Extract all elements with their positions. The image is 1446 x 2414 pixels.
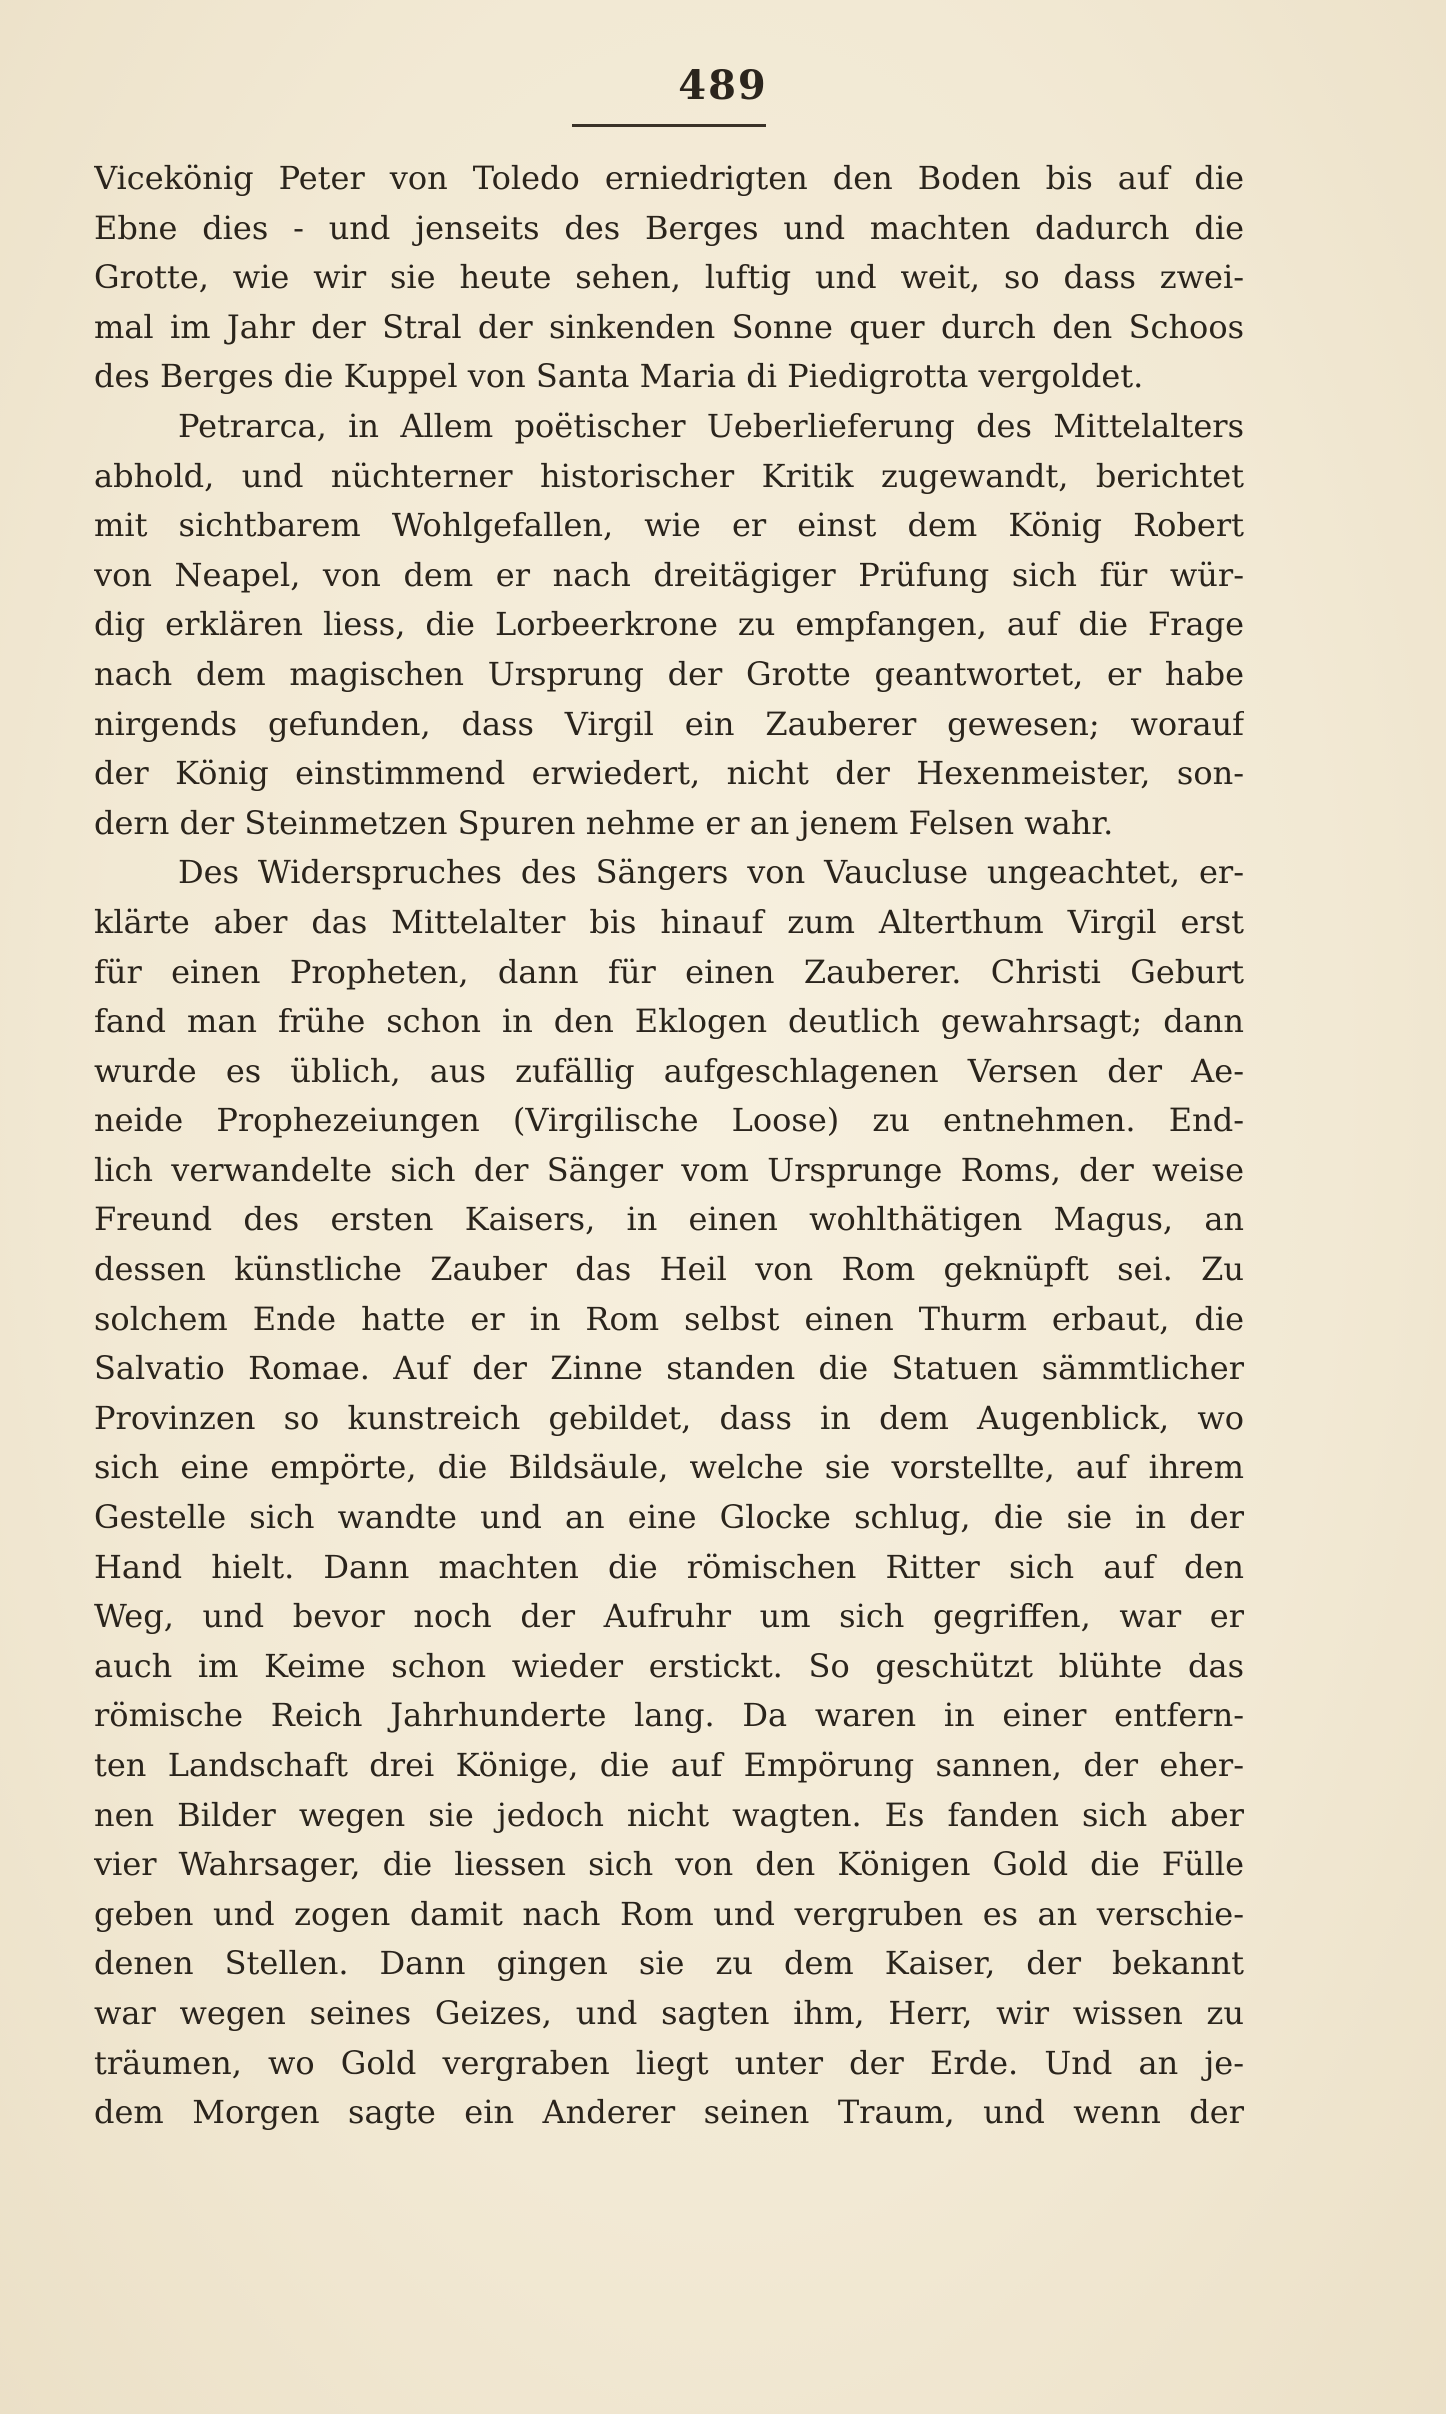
text-line: mal im Jahr der Stral der sinkenden Sonne quer durch den Schoos bbox=[94, 307, 1244, 346]
text-line: sich eine empörte, die Bildsäule, welche sie vorstellte, auf ihrem bbox=[94, 1448, 1244, 1487]
text-line: solchem Ende hatte er in Rom selbst einen Thurm erbaut, die bbox=[94, 1299, 1244, 1338]
text-line: des Berges die Kuppel von Santa Maria di Piedigrotta vergoldet. bbox=[94, 357, 1144, 396]
text-line: fand man frühe schon in den Eklogen deutlich gewahrsagt; dann bbox=[94, 1002, 1244, 1041]
text-line: wurde es üblich, aus zufällig aufgeschlagenen Versen der Ae- bbox=[94, 1051, 1244, 1090]
text-line: lich verwandelte sich der Sänger vom Ursprunge Roms, der weise bbox=[94, 1150, 1244, 1189]
text-line: auch im Keime schon wieder erstickt. So geschützt blühte das bbox=[94, 1646, 1244, 1685]
text-line: für einen Propheten, dann für einen Zauberer. Christi Geburt bbox=[94, 952, 1244, 991]
header-rule bbox=[572, 124, 766, 127]
text-line: Vicekönig Peter von Toledo erniedrigten den Boden bis auf die bbox=[94, 159, 1244, 197]
text-line: nach dem magischen Ursprung der Grotte geantwortet, er habe bbox=[94, 654, 1244, 693]
body-text bbox=[94, 154, 1244, 2138]
text-line: Weg, und bevor noch der Aufruhr um sich gegriffen, war er bbox=[94, 1597, 1244, 1636]
page-number: 489 bbox=[678, 62, 768, 109]
text-line: war wegen seines Geizes, und sagten ihm, Herr, wir wissen zu bbox=[94, 1993, 1244, 2032]
text-line: abhold, und nüchterner historischer Kritik zugewandt, berichtet bbox=[94, 456, 1244, 495]
text-line: dem Morgen sagte ein Anderer seinen Traum, und wenn der bbox=[94, 2093, 1244, 2132]
text-line: der König einstimmend erwiedert, nicht der Hexenmeister, son- bbox=[94, 754, 1244, 793]
text-line: ten Landschaft drei Könige, die auf Empörung sannen, der eher- bbox=[94, 1746, 1244, 1784]
text-line: neide Prophezeiungen (Virgilische Loose) zu entnehmen. End- bbox=[94, 1101, 1244, 1140]
text-line: Provinzen so kunstreich gebildet, dass in dem Augenblick, wo bbox=[94, 1398, 1244, 1437]
text-line: von Neapel, von dem er nach dreitägiger Prüfung sich für wür- bbox=[94, 555, 1244, 594]
text-line: Hand hielt. Dann machten die römischen Ritter sich auf den bbox=[94, 1547, 1244, 1586]
text-line: Petrarca, in Allem poëtischer Ueberlieferung des Mittelalters bbox=[178, 406, 1244, 445]
text-line: Salvatio Romae. Auf der Zinne standen die Statuen sämmtlicher bbox=[94, 1349, 1244, 1388]
text-line: Ebne dies - und jenseits des Berges und machten dadurch die bbox=[94, 208, 1244, 247]
text-line: dern der Steinmetzen Spuren nehme er an jenem Felsen wahr. bbox=[94, 803, 1114, 842]
text-line: Gestelle sich wandte und an eine Glocke schlug, die sie in der bbox=[94, 1498, 1244, 1537]
text-line: dig erklären liess, die Lorbeerkrone zu empfangen, auf die Frage bbox=[94, 605, 1244, 644]
text-line: nirgends gefunden, dass Virgil ein Zauberer gewesen; worauf bbox=[94, 704, 1244, 743]
text-line: mit sichtbarem Wohlgefallen, wie er einst dem König Robert bbox=[94, 506, 1244, 545]
text-line: dessen künstliche Zauber das Heil von Rom geknüpft sei. Zu bbox=[94, 1250, 1244, 1289]
text-line: römische Reich Jahrhunderte lang. Da waren in einer entfern- bbox=[94, 1696, 1244, 1735]
text-line: nen Bilder wegen sie jedoch nicht wagten. Es fanden sich aber bbox=[94, 1795, 1244, 1834]
text-line: geben und zogen damit nach Rom und vergruben es an verschie- bbox=[94, 1894, 1244, 1933]
text-line: klärte aber das Mittelalter bis hinauf zum Alterthum Virgil erst bbox=[94, 902, 1244, 941]
text-line: vier Wahrsager, die liessen sich von den Königen Gold die Fülle bbox=[94, 1845, 1244, 1884]
text-line: denen Stellen. Dann gingen sie zu dem Kaiser, der bekannt bbox=[94, 1944, 1244, 1983]
text-line: Des Widerspruches des Sängers von Vaucluse ungeachtet, er- bbox=[178, 853, 1244, 892]
text-line: Freund des ersten Kaisers, in einen wohlthätigen Magus, an bbox=[94, 1200, 1244, 1239]
text-line: träumen, wo Gold vergraben liegt unter der Erde. Und an je- bbox=[94, 2043, 1244, 2082]
text-line: Grotte, wie wir sie heute sehen, luftig und weit, so dass zwei- bbox=[94, 258, 1244, 297]
